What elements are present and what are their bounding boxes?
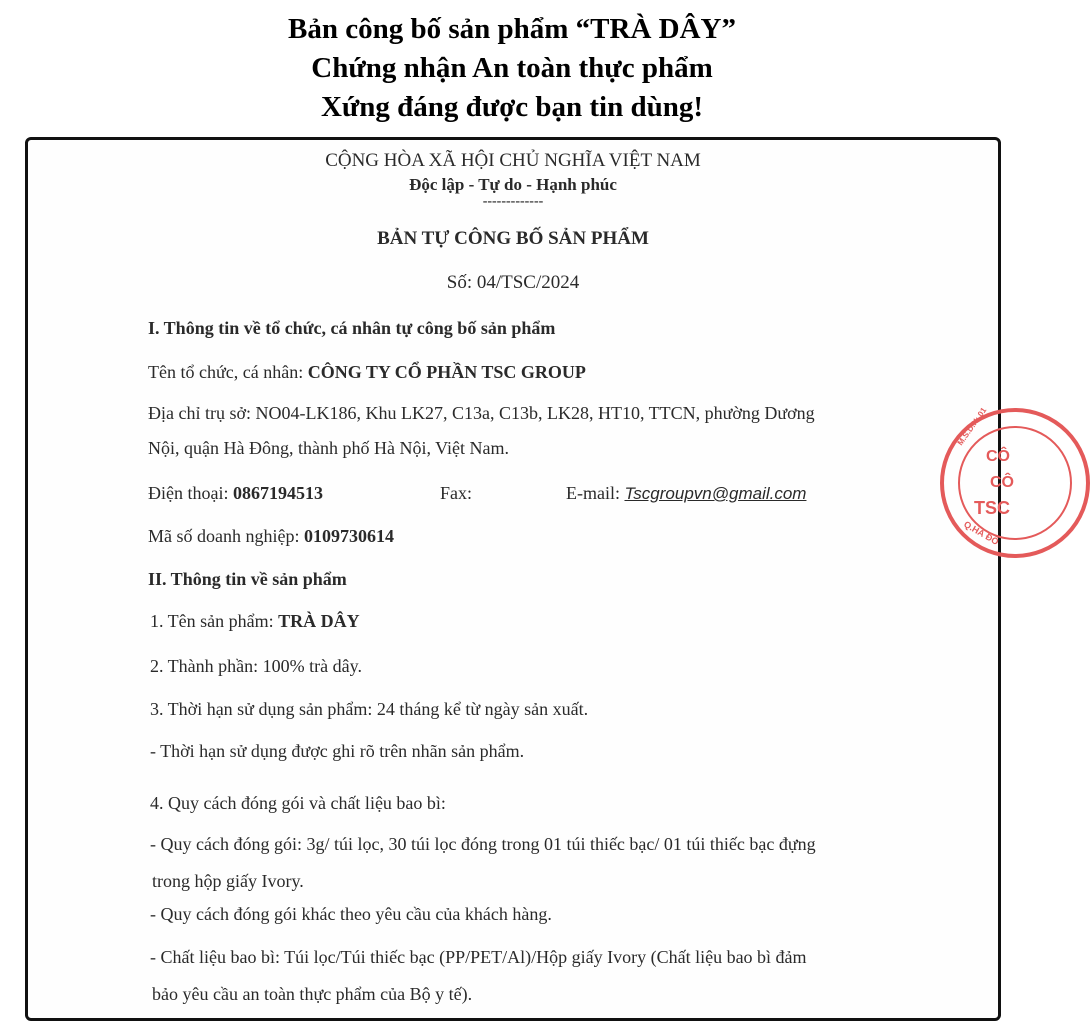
email-label: E-mail: xyxy=(566,483,625,503)
pack-3-line-1: - Chất liệu bao bì: Túi lọc/Túi thiếc bạc (PP/PET/Al)/Hộp giấy Ivory (Chất liệu bao bì đảm xyxy=(150,947,807,967)
email-link[interactable]: Tscgroupvn@gmail.com xyxy=(624,484,807,503)
fax-label: Fax: xyxy=(440,483,473,503)
item-1-value: TRÀ DÂY xyxy=(278,611,360,631)
document-number: Số: 04/TSC/2024 xyxy=(446,272,580,293)
org-label: Tên tổ chức, cá nhân: xyxy=(148,362,308,382)
item-2: 2. Thành phần: 100% trà dây. xyxy=(150,656,362,676)
pack-2: - Quy cách đóng gói khác theo yêu cầu của khách hàng. xyxy=(150,904,552,924)
stamp-text-tsc: TSC xyxy=(974,498,1010,518)
nation-heading: CỘNG HÒA XÃ HỘI CHỦ NGHĨA VIỆT NAM xyxy=(325,150,701,171)
email-row xyxy=(566,483,806,504)
motto: Độc lập - Tự do - Hạnh phúc xyxy=(409,175,617,194)
banner-heading xyxy=(0,10,1024,127)
pack-1-line-1: - Quy cách đóng gói: 3g/ túi lọc, 30 túi lọc đóng trong 01 túi thiếc bạc/ 01 túi thiếc bạc đựng xyxy=(150,834,816,854)
banner-line-1: Bản công bố sản phẩm “TRÀ DÂY” xyxy=(288,13,736,45)
item-3: 3. Thời hạn sử dụng sản phẩm: 24 tháng kể từ ngày sản xuất. xyxy=(150,699,589,719)
stamp-text-1: CÔ xyxy=(986,448,1010,465)
item-4: 4. Quy cách đóng gói và chất liệu bao bì: xyxy=(150,793,446,813)
address-line-2: Nội, quận Hà Đông, thành phố Hà Nội, Việt Nam. xyxy=(148,438,510,458)
stamp-outer-bottom-text: Q.HÀ ĐÔ xyxy=(962,519,1001,547)
tax-row xyxy=(148,526,394,547)
item-3-note: - Thời hạn sử dụng được ghi rõ trên nhãn sản phẩm. xyxy=(150,741,525,761)
item-1-row xyxy=(150,611,360,632)
stamp-outer-top-text: M.S.D.N: 01 xyxy=(955,405,989,448)
tax-value: 0109730614 xyxy=(303,526,394,546)
pack-1-line-2: trong hộp giấy Ivory. xyxy=(152,871,304,891)
address-line-1: Địa chỉ trụ sở: NO04-LK186, Khu LK27, C13a, C13b, LK28, HT10, TTCN, phường Dương xyxy=(148,403,815,423)
org-row xyxy=(148,362,586,383)
pack-3-line-2: bảo yêu cầu an toàn thực phẩm của Bộ y tế). xyxy=(152,984,473,1004)
tax-label: Mã số doanh nghiệp: xyxy=(148,526,304,546)
stamp-text-2: CÔ xyxy=(990,474,1014,491)
company-seal-stamp xyxy=(940,405,1090,558)
banner-line-3: Xứng đáng được bạn tin dùng! xyxy=(320,91,704,123)
item-1-label: 1. Tên sản phẩm: xyxy=(150,611,279,631)
phone-row xyxy=(148,483,323,504)
phone-value: 0867194513 xyxy=(232,483,323,503)
section-1-heading: I. Thông tin về tổ chức, cá nhân tự công bố sản phẩm xyxy=(148,318,556,338)
section-2-heading: II. Thông tin về sản phẩm xyxy=(148,569,347,589)
document-frame xyxy=(25,137,1014,1021)
document-title: BẢN TỰ CÔNG BỐ SẢN PHẨM xyxy=(377,228,649,249)
org-value: CÔNG TY CỔ PHẦN TSC GROUP xyxy=(307,362,586,382)
phone-label: Điện thoại: xyxy=(148,483,233,503)
banner-line-2: Chứng nhận An toàn thực phẩm xyxy=(311,52,713,84)
separator: ------------- xyxy=(482,194,544,209)
